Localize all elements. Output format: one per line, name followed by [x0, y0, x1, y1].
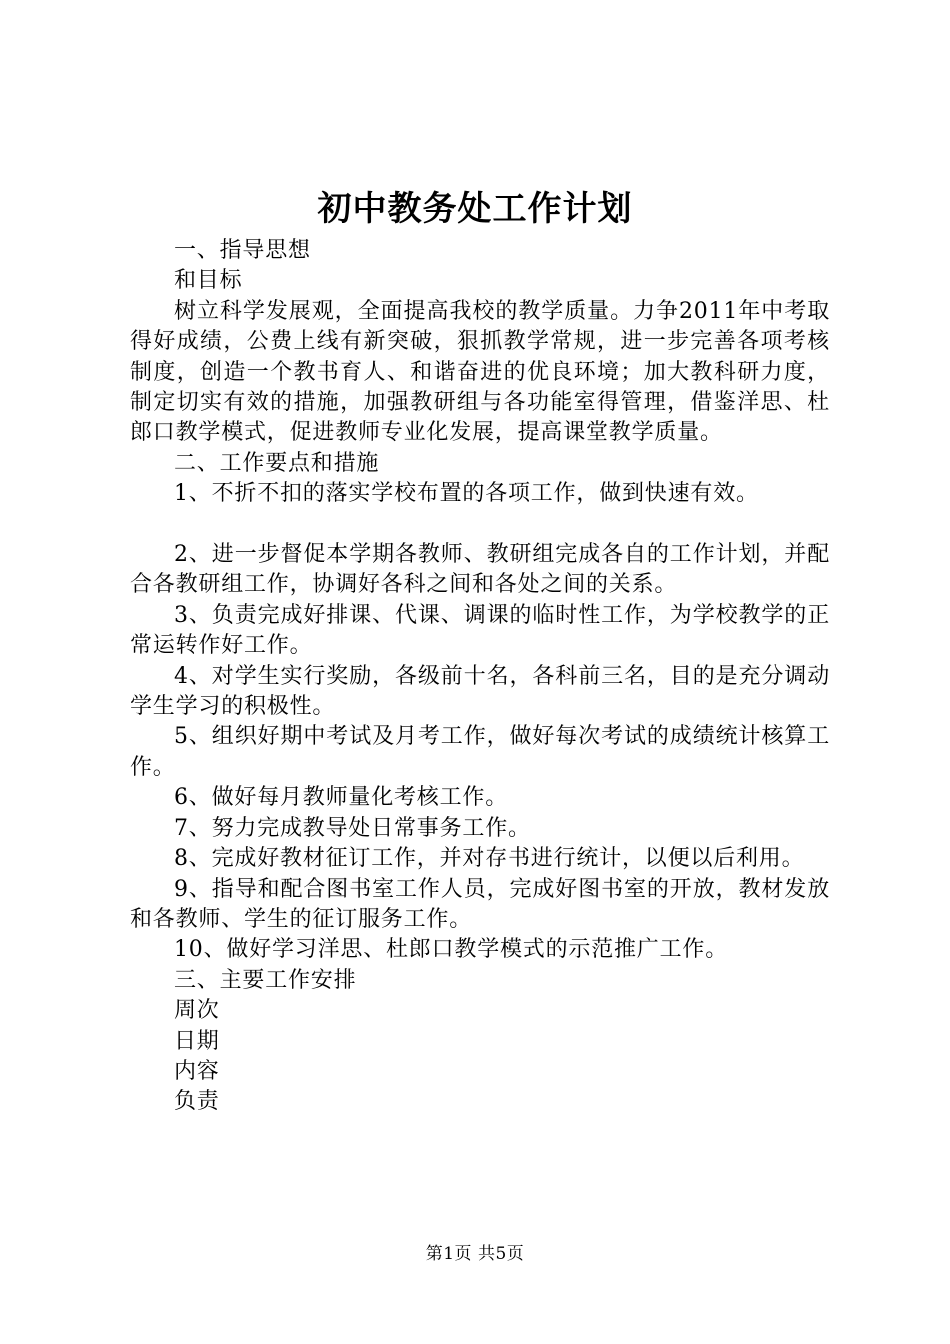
list-item-5: 5、组织好期中考试及月考工作，做好每次考试的成绩统计核算工作。: [130, 724, 830, 780]
schedule-column-week: 周次: [174, 998, 220, 1024]
schedule-column-date: 日期: [174, 1028, 220, 1054]
list-item-2: 2、进一步督促本学期各教师、教研组完成各自的工作计划，并配合各教研组工作，协调好各科之间和各处之间的关系。: [130, 542, 830, 598]
page-footer: 第1页 共5页: [425, 1244, 525, 1264]
schedule-column-content: 内容: [174, 1058, 220, 1084]
document-body: [130, 236, 830, 1118]
list-item-6: 6、做好每月教师量化考核工作。: [174, 785, 508, 811]
list-item-3: 3、负责完成好排课、代课、调课的临时性工作，为学校教学的正常运转作好工作。: [130, 602, 830, 659]
list-item-1: 1、不折不扣的落实学校布置的各项工作，做到快速有效。: [174, 481, 759, 507]
section-heading-1: 一、指导思想: [174, 238, 311, 263]
section-heading-3: 三、主要工作安排: [174, 967, 357, 993]
goals-paragraph: 树立科学发展观，全面提高我校的教学质量。力争2011年中考取得好成绩，公费上线有新突破，狠抓教学常规，进一步完善各项考核制度，创造一个教书育人、和谐奋进的优良环境；加大教科研力度，制定切实有效的措施，加强教研组与各功能室得管理，借鉴洋思、杜郎口教学模式，促进教师专业化发展，提高课堂教学质量。: [130, 298, 830, 446]
document-title: 初中教务处工作计划: [317, 189, 633, 229]
list-item-10: 10、做好学习洋思、杜郎口教学模式的示范推广工作。: [174, 937, 728, 963]
list-item-7: 7、努力完成教导处日常事务工作。: [174, 815, 531, 841]
section-heading-1-continued: 和目标: [174, 268, 243, 294]
list-item-9: 9、指导和配合图书室工作人员，完成好图书室的开放，教材发放和各教师、学生的征订服务工作。: [130, 876, 830, 932]
schedule-column-owner: 负责: [174, 1089, 220, 1115]
list-item-4: 4、对学生实行奖励，各级前十名，各科前三名，目的是充分调动学生学习的积极性。: [130, 663, 830, 720]
list-item-8: 8、完成好教材征订工作，并对存书进行统计，以便以后利用。: [174, 846, 805, 872]
section-heading-2: 二、工作要点和措施: [174, 450, 380, 476]
